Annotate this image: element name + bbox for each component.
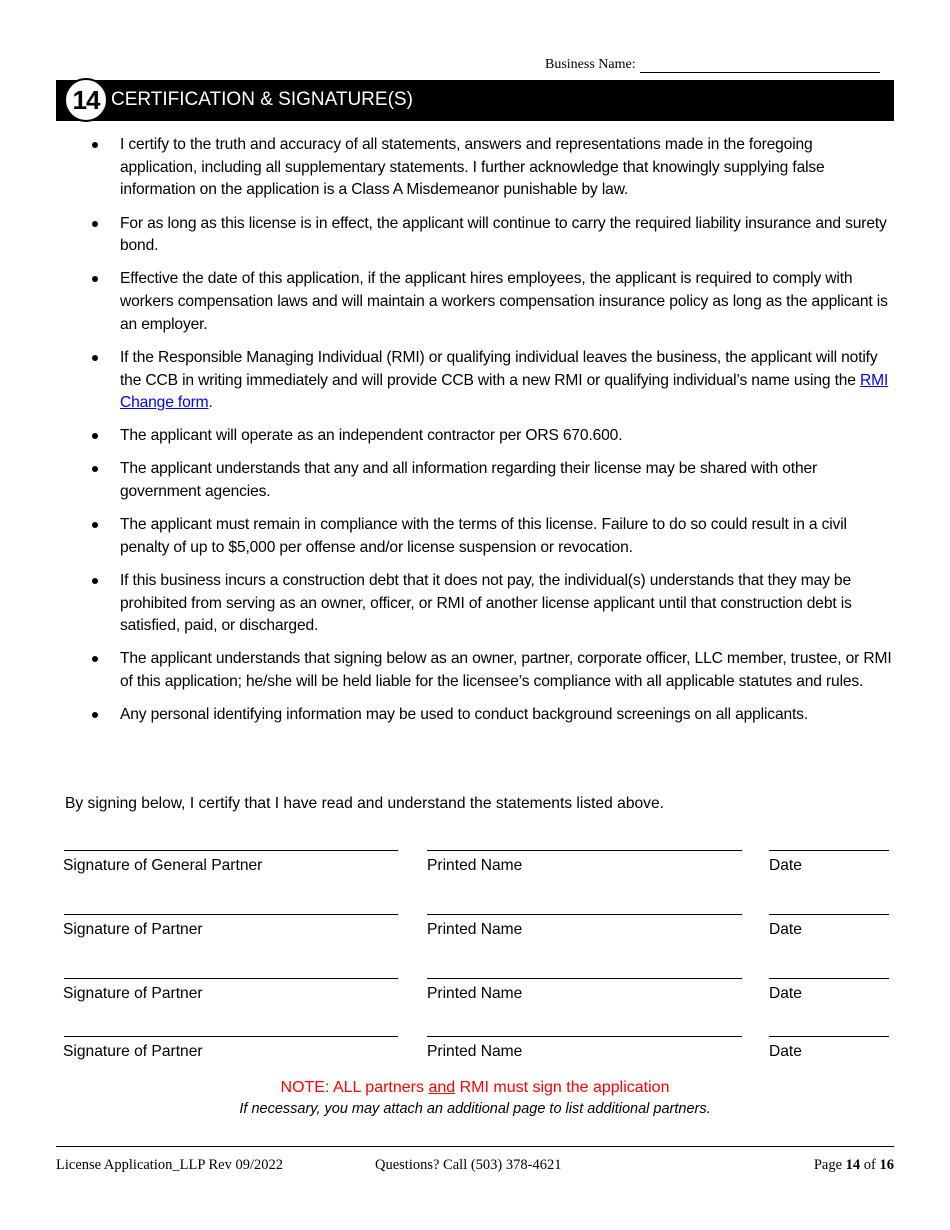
note-subtext: If necessary, you may attach an additional page to list additional partners.	[239, 1101, 711, 1117]
bullet-icon	[92, 466, 98, 472]
printed-name-label: Printed Name	[427, 857, 523, 874]
footer-page-number	[814, 1157, 894, 1174]
note-prefix: NOTE: ALL partners	[280, 1079, 429, 1096]
bullet-icon	[92, 276, 98, 282]
bullet-icon	[92, 578, 98, 584]
list-item	[92, 514, 892, 559]
signature-line[interactable]	[64, 1036, 398, 1037]
rmi-change-form-link[interactable]: RMI Change form	[120, 371, 889, 412]
printed-name-label: Printed Name	[427, 921, 523, 938]
footer-questions: Questions? Call (503) 378-4621	[375, 1157, 562, 1173]
section-title: CERTIFICATION & SIGNATURE(S)	[111, 89, 413, 110]
list-item	[92, 425, 892, 448]
total-pages: 16	[879, 1157, 894, 1173]
list-item	[92, 213, 892, 258]
section-number-badge: 14	[64, 78, 108, 122]
current-page: 14	[845, 1157, 861, 1173]
bullet-icon	[92, 142, 98, 148]
date-label: Date	[769, 985, 802, 1002]
bullet-icon	[92, 433, 98, 439]
list-item	[92, 347, 892, 415]
bullet-icon	[92, 712, 98, 718]
page-of: of	[863, 1157, 876, 1173]
bullet-icon	[92, 656, 98, 662]
business-name-blank[interactable]	[640, 58, 880, 73]
list-item	[92, 570, 892, 638]
business-name-field[interactable]	[545, 57, 880, 73]
list-item	[92, 458, 892, 503]
business-name-label: Business Name:	[545, 57, 636, 72]
date-line[interactable]	[769, 1036, 889, 1037]
page-label: Page	[813, 1157, 843, 1173]
list-item	[92, 648, 892, 693]
signature-label: Signature of General Partner	[63, 857, 263, 874]
printed-name-label: Printed Name	[427, 1043, 523, 1060]
printed-name-line[interactable]	[427, 850, 742, 851]
printed-name-line[interactable]	[427, 914, 742, 915]
bullet-icon	[92, 221, 98, 227]
date-label: Date	[769, 1043, 802, 1060]
certification-list	[92, 134, 892, 737]
list-item	[92, 704, 892, 727]
bullet-text: The applicant will operate as an independent contractor per ORS 670.600.	[120, 427, 623, 445]
list-item	[92, 134, 892, 202]
note-underlined: and	[428, 1079, 456, 1096]
footer-form-id: License Application_LLP Rev 09/2022	[56, 1157, 283, 1173]
signature-label: Signature of Partner	[63, 921, 203, 938]
signature-line[interactable]	[64, 850, 398, 851]
footer-divider	[56, 1146, 894, 1147]
bullet-text: The applicant understands that any and all information regarding their license may be shared with other government agencies.	[120, 460, 818, 501]
list-item	[92, 268, 892, 336]
signature-line[interactable]	[64, 914, 398, 915]
signature-label: Signature of Partner	[63, 985, 203, 1002]
bullet-text: If the Responsible Managing Individual (RMI) or qualifying individual leaves the business, the applicant will notify the CCB in writing immediately and will provide CCB with a new RMI or qualifying individual’s name using the	[120, 348, 878, 389]
bullet-text: Effective the date of this application, if the applicant hires employees, the applicant is required to comply with workers compensation laws and will maintain a workers compensation insurance policy as long as the applicant is an employer.	[120, 270, 888, 333]
date-line[interactable]	[769, 978, 889, 979]
bullet-icon	[92, 522, 98, 528]
date-label: Date	[769, 857, 802, 874]
printed-name-line[interactable]	[427, 1036, 742, 1037]
bullet-text-end: .	[208, 394, 213, 412]
bullet-text: For as long as this license is in effect, the applicant will continue to carry the required liability insurance and surety bond.	[120, 214, 887, 255]
bullet-text: I certify to the truth and accuracy of all statements, answers and representations made in the foregoing application, including all supplementary statements. I further acknowledge that knowingly supplying false information on the application is a Class A Misdemeanor punishable by law.	[120, 136, 825, 199]
signature-label: Signature of Partner	[63, 1043, 203, 1060]
date-line[interactable]	[769, 850, 889, 851]
printed-name-line[interactable]	[427, 978, 742, 979]
signature-line[interactable]	[64, 978, 398, 979]
partners-note	[0, 1079, 950, 1097]
bullet-icon	[92, 355, 98, 361]
bullet-text: If this business incurs a construction debt that it does not pay, the individual(s) understands that they may be prohibited from serving as an owner, officer, or RMI of another license applicant until that construction debt is satisfied, paid, or discharged.	[120, 571, 852, 635]
date-line[interactable]	[769, 914, 889, 915]
bullet-text: The applicant must remain in compliance with the terms of this license. Failure to do so could result in a civil penalty of up to $5,000 per offense and/or license suspension or revocation.	[120, 516, 847, 556]
date-label: Date	[769, 921, 802, 938]
printed-name-label: Printed Name	[427, 985, 523, 1002]
bullet-text: Any personal identifying information may be used to conduct background screenings on all applicants.	[120, 706, 809, 724]
certify-statement: By signing below, I certify that I have read and understand the statements listed above.	[65, 795, 664, 812]
bullet-text: The applicant understands that signing below as an owner, partner, corporate officer, LLC member, trustee, or RMI of this application; he/she will be held liable for the licensee’s compliance with all applicable statutes and rules.	[120, 650, 892, 691]
note-suffix: RMI must sign the application	[455, 1079, 670, 1096]
